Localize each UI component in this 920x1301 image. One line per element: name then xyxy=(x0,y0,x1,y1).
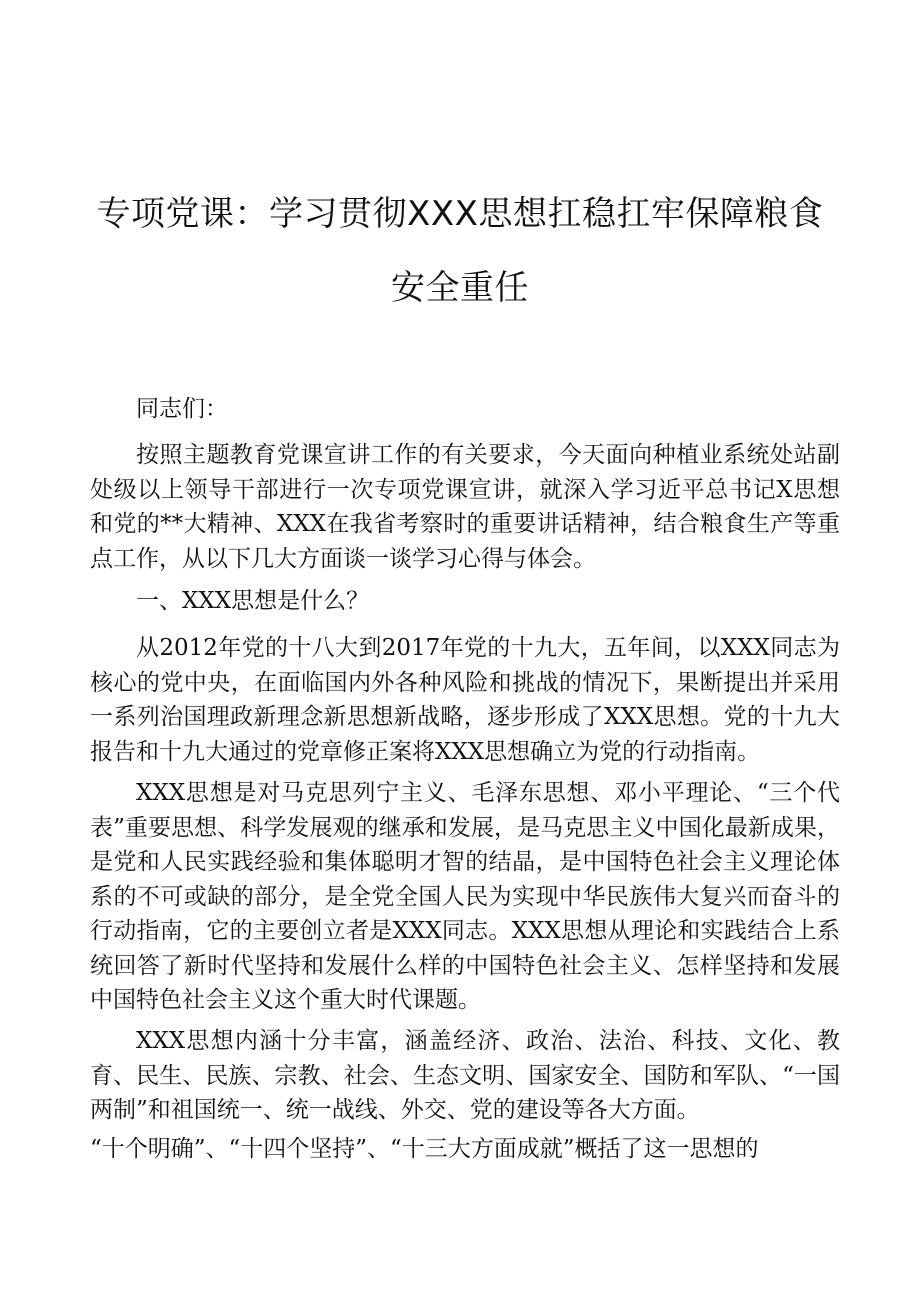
paragraph-text: “十个明确”、“十四个坚持”、“十三大方面成就”概括了这一思想的 xyxy=(90,1136,759,1162)
paragraph xyxy=(90,776,840,1018)
paragraph xyxy=(90,631,840,769)
paragraph-text: 从2012年党的十八大到2017年党的十九大，五年间，以XXX同志为核心的党中央，在面临国内外各种风险和挑战的情况下，果断提出并采用一系列治国理政新理念新思想新战略，逐步形成了XXX思想。党的十九大报告和十九大通过的党章修正案将XXX思想确立为党的行动指南。 xyxy=(90,635,840,765)
section-heading xyxy=(90,584,840,619)
paragraph-text: XXX思想内涵十分丰富，涵盖经济、政治、法治、科技、文化、教育、民生、民族、宗教、社会、生态文明、国家安全、国防和军队、“一国两制”和祖国统一、统一战线、外交、党的建设等各大方面。 xyxy=(90,1028,840,1123)
paragraph xyxy=(90,438,840,576)
paragraph-text: XXX思想是对马克思列宁主义、毛泽东思想、邓小平理论、“三个代表”重要思想、科学发展观的继承和发展，是马克思主义中国化最新成果，是党和人民实践经验和集体聪明才智的结晶，是中国特色社会主义理论体系的不可或缺的部分，是全党全国人民为实现中华民族伟大复兴而奋斗的行动指南，它的主要创立者是XXX同志。XXX思想从理论和实践结合上系统回答了新时代坚持和发展什么样的中国特色社会主义、怎样坚持和发展中国特色社会主义这个重大时代课题。 xyxy=(90,780,840,1013)
document-title-line-1: 专项党课：学习贯彻XXX思想扛稳扛牢保障粮食 xyxy=(96,194,824,234)
document-title-line-2: 安全重任 xyxy=(391,268,529,308)
section-heading-text: 一、XXX思想是什么？ xyxy=(136,588,370,614)
greeting xyxy=(90,392,840,427)
paragraph xyxy=(90,1132,840,1167)
greeting-text: 同志们： xyxy=(136,396,228,422)
paragraph xyxy=(90,1024,840,1128)
paragraph-text: 按照主题教育党课宣讲工作的有关要求，今天面向种植业系统处站副处级以上领导干部进行一次专项党课宣讲，就深入学习近平总书记X思想和党的**大精神、XXX在我省考察时的重要讲话精神，结合粮食生产等重点工作，从以下几大方面谈一谈学习心得与体会。 xyxy=(90,442,840,572)
